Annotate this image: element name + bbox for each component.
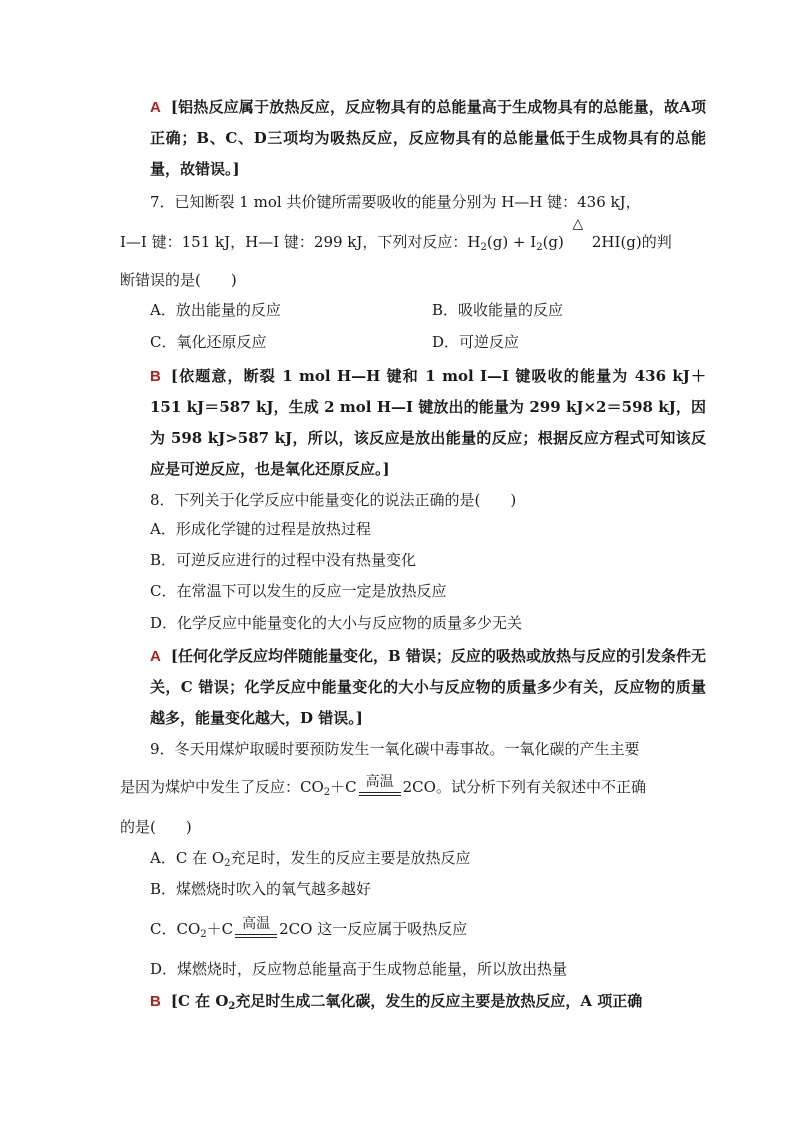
q9-option-d: D．煤燃烧时，反应物总能量高于生成物总能量，所以放出热量 (150, 960, 568, 978)
q7-explanation: [依题意，断裂 1 mol H—H 键和 1 mol I—I 键吸收的能量为 436 kJ＋151 kJ＝587 kJ，生成 2 mol H—I 键放出的能量为 299 kJ×2＝598 kJ，因为 598 kJ>587 kJ，所以，该反应是放出能量的反应；根据反应方程式可知该反应是可逆反应，也是氧化还原反应。] (150, 367, 706, 478)
q7-stem-line3: 断错误的是( ) (120, 271, 237, 289)
q9-option-a: A．C 在 $O_2$充足时，发生的反应主要是放热反应 (150, 849, 471, 869)
q8-stem: 8．下列关于化学反应中能量变化的说法正确的是( ) (150, 491, 517, 509)
q8-answer: A (150, 648, 161, 665)
q9-answer-block (120, 990, 642, 1013)
q7-answer: B (150, 368, 161, 385)
high-temp-condition: 高温 (359, 776, 401, 798)
q7-stem-line2: I—I 键：151 kJ，H—I 键：299 kJ，下列对反应：$H_2(g) + I_2(g)$ △ 2HI(g)的判 (120, 216, 672, 253)
q8-option-c: C．在常温下可以发生的反应一定是放热反应 (150, 582, 447, 600)
q9-stem-line3: 的是( ) (120, 818, 192, 836)
q9-answer: B (150, 993, 161, 1010)
q7-option-c: C．氧化还原反应 (150, 333, 267, 351)
q9-option-c: C．$CO_2+C$ 高温 2CO 这一反应属于吸热反应 (150, 916, 468, 940)
q6-answer-block (120, 92, 706, 185)
q6-explanation: [铝热反应属于放热反应，反应物具有的总能量高于生成物具有的总能量，故A项正确；B、C、D三项均为吸热反应，反应物具有的总能量低于生成物具有的总能量，故错误。] (150, 98, 706, 178)
q7-option-d: D．可逆反应 (432, 333, 520, 351)
heat-condition-symbol: △ (572, 216, 584, 232)
q7-stem-line1: 7．已知断裂 1 mol 共价键所需要吸收的能量分别为 H—H 键：436 kJ， (150, 193, 641, 211)
q9-stem-line1: 9．冬天用煤炉取暖时要预防发生一氧化碳中毒事故。一氧化碳的产生主要 (150, 740, 640, 758)
q8-option-a: A．形成化学键的过程是放热过程 (150, 520, 371, 538)
q8-option-b: B．可逆反应进行的过程中没有热量变化 (150, 551, 417, 569)
q8-answer-block (120, 641, 706, 734)
high-temp-condition: 高温 (235, 918, 277, 940)
q7-option-b: B．吸收能量的反应 (432, 301, 564, 319)
q6-answer: A (150, 99, 161, 116)
q9-option-b: B．煤燃烧时吹入的氧气越多越好 (150, 880, 372, 898)
q9-explanation: [C 在 $O_2$充足时生成二氧化碳，发生的反应主要是放热反应，A 项正确 (170, 992, 643, 1012)
q7-option-a: A．放出能量的反应 (150, 301, 281, 319)
q8-explanation: [任何化学反应均伴随能量变化，B 错误；反应的吸热或放热与反应的引发条件无关，C 错误；化学反应中能量变化的大小与反应物的质量多少有关，反应物的质量越多，能量变化越大，D 错误。] (150, 647, 706, 727)
q9-stem-line2: 是因为煤炉中发生了反应：$CO_2+C$ 高温 2CO。试分析下列有关叙述中不正确 (120, 774, 646, 798)
q8-option-d: D．化学反应中能量变化的大小与反应物的质量多少无关 (150, 614, 523, 632)
q7-answer-block (120, 361, 706, 485)
